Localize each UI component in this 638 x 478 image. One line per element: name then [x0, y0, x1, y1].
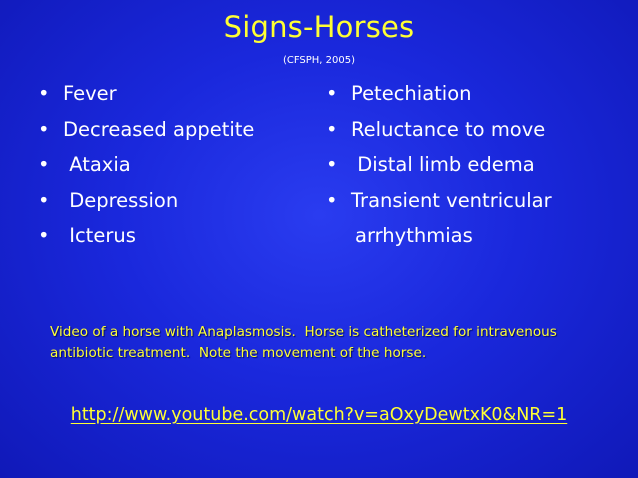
bullet-icon: •: [38, 117, 50, 141]
right-bullet-list: [326, 80, 552, 258]
bullet-text: Transient ventricular: [351, 188, 552, 212]
left-bullet-list: [38, 80, 254, 258]
bullet-icon: •: [38, 82, 50, 105]
slide-subtitle: (CFSPH, 2005): [282, 55, 356, 66]
bullet-item: [326, 80, 552, 116]
bullet-item: [38, 151, 254, 187]
youtube-link[interactable]: http://www.youtube.com/watch?v=aOxyDewtxK0&NR=1: [70, 405, 568, 425]
bullet-text: Reluctance to move: [351, 117, 546, 141]
slide-title: Signs-Horses: [223, 10, 415, 44]
bullet-text: Fever: [63, 82, 117, 105]
bullet-text: Depression: [63, 188, 179, 212]
bullet-text: Petechiation: [351, 82, 472, 105]
bullet-icon: •: [38, 224, 50, 247]
bullet-text: Distal limb edema: [351, 153, 535, 176]
bullet-continuation-text: arrhythmias: [355, 224, 473, 247]
bullet-item: [38, 116, 254, 152]
bullet-text: Icterus: [63, 224, 136, 247]
bullet-icon: •: [326, 82, 338, 105]
bullet-icon: •: [326, 153, 338, 176]
bullet-icon: •: [38, 153, 50, 176]
bullet-icon: •: [38, 188, 50, 212]
bullet-item: [326, 151, 552, 187]
bullet-item: [326, 116, 552, 152]
bullet-text: Ataxia: [63, 153, 131, 176]
bullet-item: [38, 222, 254, 258]
bullet-icon: •: [326, 188, 338, 212]
bullet-item: [38, 187, 254, 223]
bullet-continuation: [326, 222, 552, 258]
bullet-item: [38, 80, 254, 116]
bullet-text: Decreased appetite: [63, 117, 255, 141]
bullet-icon: •: [326, 117, 338, 141]
video-description: Video of a horse with Anaplasmosis. Horse is catheterized for intravenous antibiotic treatment. Note the movement of the horse.: [50, 324, 562, 361]
bullet-item: [326, 187, 552, 223]
